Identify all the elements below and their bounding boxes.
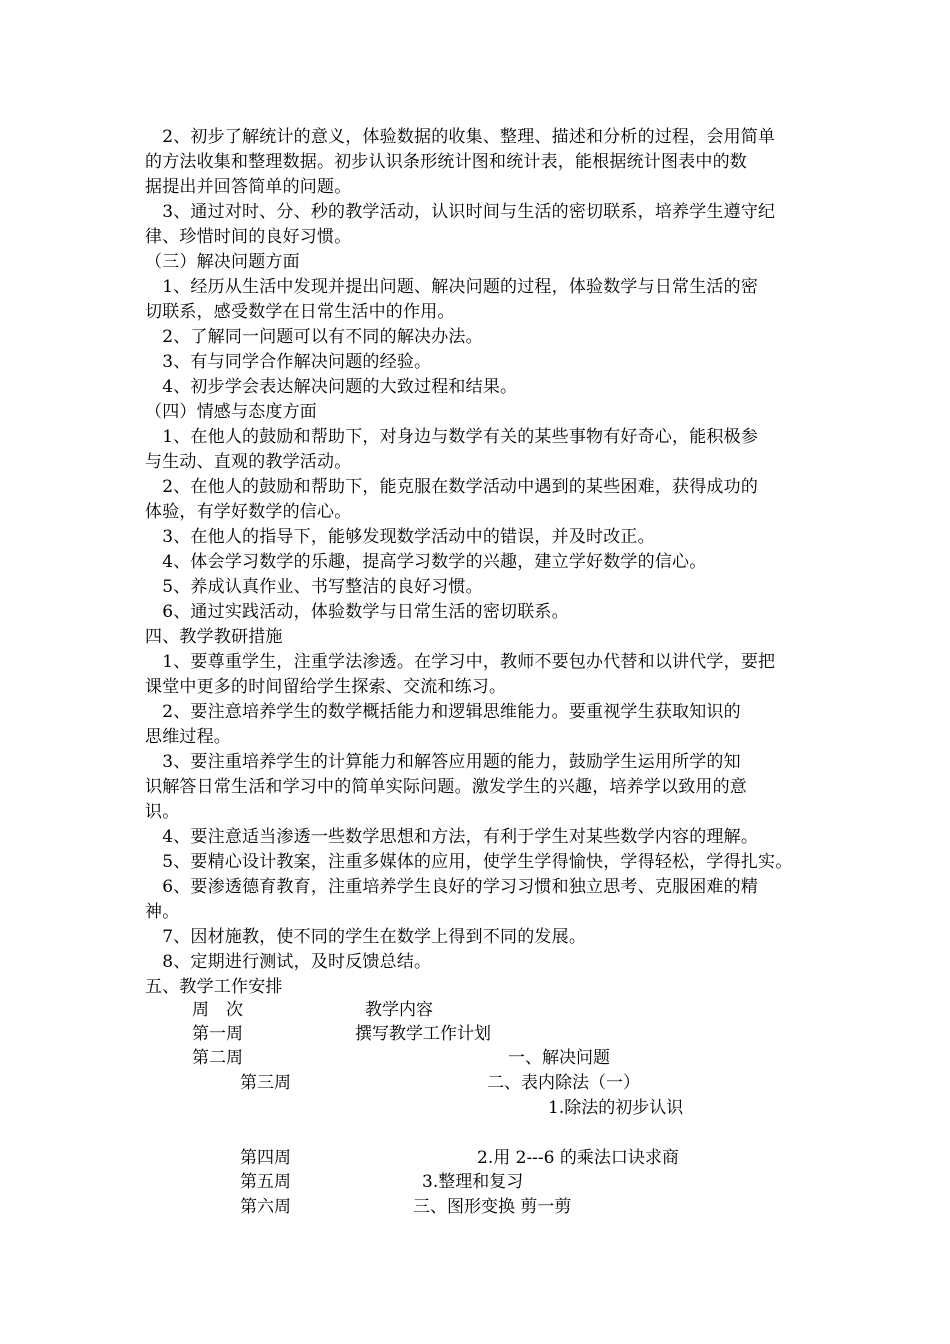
- schedule-week: 第一周: [192, 1024, 243, 1044]
- text-line: 神。: [145, 902, 180, 922]
- text-line: 与生动、直观的教学活动。: [145, 452, 352, 472]
- text-line: 1、经历从生活中发现并提出问题、解决问题的过程，体验数学与日常生活的密: [145, 277, 759, 297]
- text-line: 3、有与同学合作解决问题的经验。: [145, 352, 432, 372]
- section-heading: （三）解决问题方面: [145, 252, 300, 272]
- text-line: 体验，有学好数学的信心。: [145, 502, 352, 522]
- text-line: 5、养成认真作业、书写整洁的良好习惯。: [145, 577, 483, 597]
- text-line: 课堂中更多的时间留给学生探索、交流和练习。: [145, 677, 507, 697]
- text-line: 7、因材施教，使不同的学生在数学上得到不同的发展。: [145, 927, 587, 947]
- text-line: 2、要注意培养学生的数学概括能力和逻辑思维能力。要重视学生获取知识的: [145, 702, 741, 722]
- text-line: 3、要注重培养学生的计算能力和解答应用题的能力，鼓励学生运用所学的知: [145, 752, 741, 772]
- schedule-week: 第四周: [240, 1148, 291, 1168]
- schedule-content: 三、图形变换 剪一剪: [413, 1197, 572, 1217]
- schedule-header-week: 周 次: [192, 1000, 243, 1020]
- text-line: 切联系，感受数学在日常生活中的作用。: [145, 302, 455, 322]
- text-line: 1、要尊重学生，注重学法渗透。在学习中，教师不要包办代替和以讲代学，要把: [145, 652, 776, 672]
- text-line: 5、要精心设计教案，注重多媒体的应用，使学生学得愉快，学得轻松，学得扎实。: [145, 852, 793, 872]
- schedule-content: 一、解决问题: [508, 1048, 610, 1068]
- text-line: 8、定期进行测试，及时反馈总结。: [145, 952, 432, 972]
- schedule-content: 撰写教学工作计划: [355, 1024, 491, 1044]
- text-line: 识解答日常生活和学习中的简单实际问题。激发学生的兴趣，培养学以致用的意: [145, 777, 747, 797]
- schedule-content: 2.用 2---6 的乘法口诀求商: [477, 1148, 679, 1168]
- text-line: 据提出并回答简单的问题。: [145, 177, 352, 197]
- section-heading: 四、教学教研措施: [145, 627, 283, 647]
- text-line: 2、了解同一问题可以有不同的解决办法。: [145, 327, 483, 347]
- schedule-week: 第二周: [192, 1048, 243, 1068]
- schedule-content: 1.除法的初步认识: [548, 1098, 684, 1118]
- schedule-week: 第五周: [240, 1172, 291, 1192]
- text-line: 3、通过对时、分、秒的教学活动，认识时间与生活的密切联系，培养学生遵守纪: [145, 202, 776, 222]
- section-heading: （四）情感与态度方面: [145, 402, 317, 422]
- text-line: 6、要渗透德育教育，注重培养学生良好的学习习惯和独立思考、克服困难的精: [145, 877, 759, 897]
- text-line: 识。: [145, 802, 180, 822]
- text-line: 3、在他人的指导下，能够发现数学活动中的错误，并及时改正。: [145, 527, 655, 547]
- text-line: 的方法收集和整理数据。初步认识条形统计图和统计表，能根据统计图表中的数: [145, 152, 747, 172]
- schedule-content: 3.整理和复习: [422, 1172, 524, 1192]
- text-line: 4、初步学会表达解决问题的大致过程和结果。: [145, 377, 518, 397]
- text-line: 律、珍惜时间的良好习惯。: [145, 227, 352, 247]
- schedule-week: 第三周: [240, 1073, 291, 1093]
- text-line: 2、在他人的鼓励和帮助下，能克服在数学活动中遇到的某些困难，获得成功的: [145, 477, 759, 497]
- schedule-content: 二、表内除法（一）: [487, 1073, 640, 1093]
- text-line: 1、在他人的鼓励和帮助下，对身边与数学有关的某些事物有好奇心，能积极参: [145, 427, 759, 447]
- text-line: 4、要注意适当渗透一些数学思想和方法，有利于学生对某些数学内容的理解。: [145, 827, 759, 847]
- section-heading: 五、教学工作安排: [145, 977, 283, 997]
- text-line: 2、初步了解统计的意义，体验数据的收集、整理、描述和分析的过程，会用简单: [145, 127, 776, 147]
- text-line: 4、体会学习数学的乐趣，提高学习数学的兴趣，建立学好数学的信心。: [145, 552, 707, 572]
- schedule-header-content: 教学内容: [365, 1000, 433, 1020]
- text-line: 6、通过实践活动，体验数学与日常生活的密切联系。: [145, 602, 569, 622]
- text-line: 思维过程。: [145, 727, 231, 747]
- schedule-week: 第六周: [240, 1197, 291, 1217]
